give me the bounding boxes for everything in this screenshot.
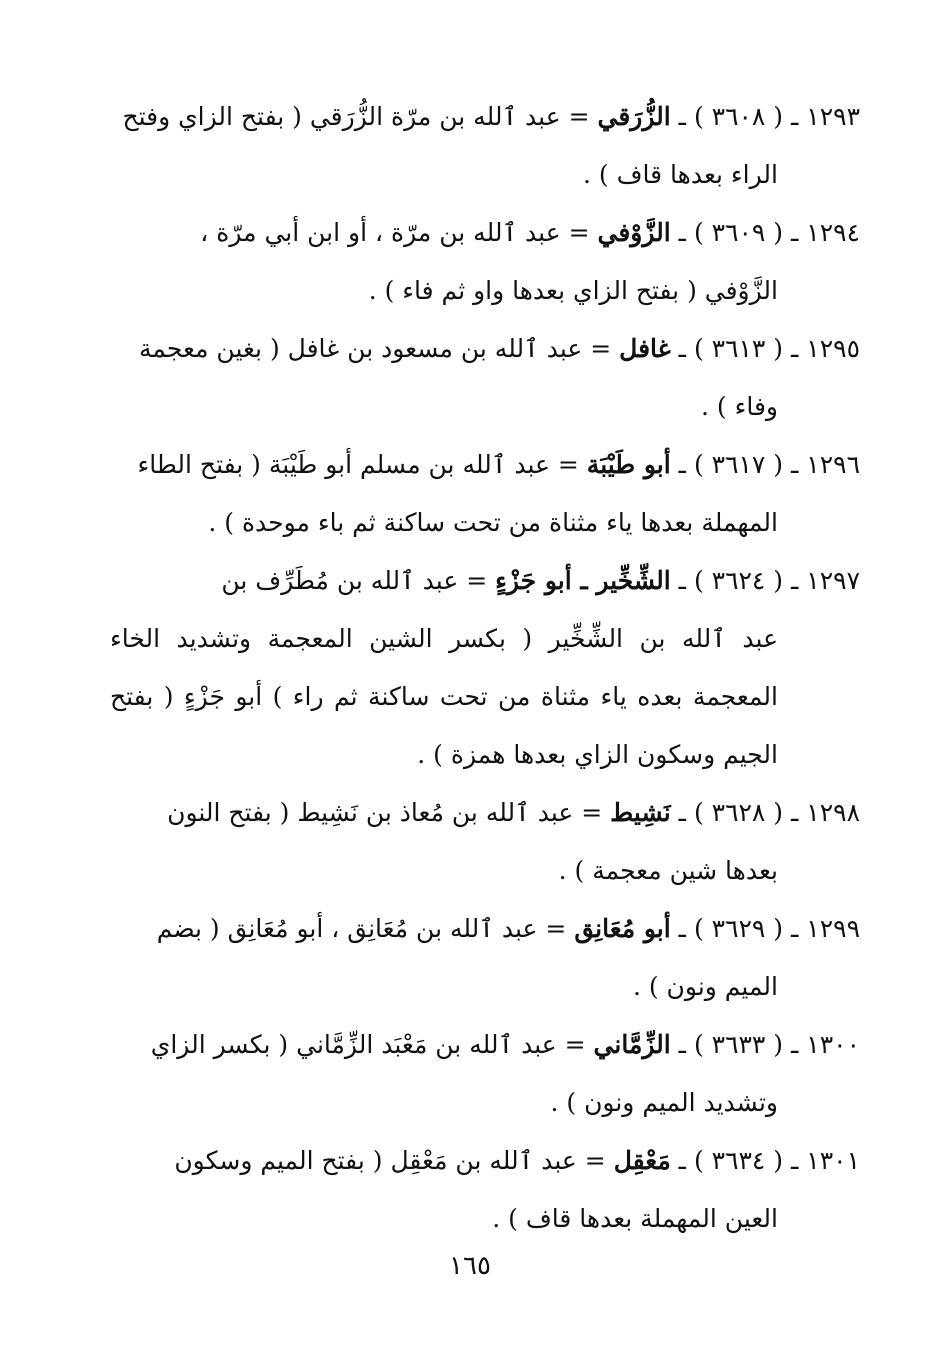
entry-head: ١٢٩٣ ـ ( ٣٦٠٨ ) ـ الزُّرَقي = عبد ٱلله بن مرّة الزُّرَقي ( بفتح الزاي وفتح — [122, 102, 860, 131]
entry-1299 — [110, 900, 860, 1016]
entry-reference: ( ٣٦٣٤ ) — [693, 1146, 784, 1175]
entry-1295 — [110, 320, 860, 436]
entry-continuation: وتشديد الميم ونون ) . — [550, 1088, 778, 1117]
entry-text: = عبد ٱلله بن مُعاذ بن نَشِيط ( بفتح النون — [167, 798, 603, 827]
entry-reference: ( ٣٦٢٩ ) — [693, 914, 784, 943]
entry-name: الزُّرَقي — [597, 102, 671, 131]
entry-reference: ( ٣٦٣٣ ) — [693, 1030, 784, 1059]
entry-name: الشِّخِّير ـ أبو جَزْءٍ — [495, 566, 671, 595]
entry-continuation: بعدها شين معجمة ) . — [558, 856, 778, 885]
entry-head: ١٢٩٩ ـ ( ٣٦٢٩ ) ـ أبو مُعَانِق = عبد ٱلله بن مُعَانِق ، أبو مُعَانِق ( بضم — [156, 914, 860, 943]
entry-name: الزَّوْفي — [597, 218, 671, 247]
entry-1293 — [110, 88, 860, 204]
entry-text: = عبد ٱلله بن مَعْقِل ( بفتح الميم وسكون — [174, 1146, 606, 1175]
entry-reference: ( ٣٦١٣ ) — [693, 334, 784, 363]
entry-number: ١٢٩٧ — [806, 566, 860, 595]
entry-continuation: الراء بعدها قاف ) . — [583, 160, 778, 189]
entry-head: ١٢٩٧ ـ ( ٣٦٢٤ ) ـ الشِّخِّير ـ أبو جَزْءٍ = عبد ٱلله بن مُطَرِّف بن — [221, 566, 860, 595]
entry-text: = عبد ٱلله بن مرّة ، أو ابن أبي مرّة ، — [200, 218, 590, 247]
entry-1301 — [110, 1132, 860, 1248]
entry-number: ١٣٠٠ — [806, 1030, 860, 1059]
entry-text: = عبد ٱلله بن مُعَانِق ، أبو مُعَانِق ( بضم — [156, 914, 567, 943]
entry-continuation: الزَّوْفي ( بفتح الزاي بعدها واو ثم فاء ) . — [368, 276, 778, 305]
entry-head: ١٣٠٠ ـ ( ٣٦٣٣ ) ـ الزِّمَّاني = عبد ٱلله بن مَعْبَد الزِّمَّاني ( بكسر الزاي — [150, 1030, 860, 1059]
entry-reference: ( ٣٦٠٨ ) — [693, 102, 784, 131]
entry-1294 — [110, 204, 860, 320]
entry-continuation: المهملة بعدها ياء مثناة من تحت ساكنة ثم باء موحدة ) . — [208, 508, 778, 537]
entry-1297 — [110, 552, 860, 784]
entry-name: الزِّمَّاني — [593, 1030, 671, 1059]
entry-number: ١٣٠١ — [806, 1146, 860, 1175]
entry-text: = عبد ٱلله بن مَعْبَد الزِّمَّاني ( بكسر الزاي — [150, 1030, 586, 1059]
entry-name: أبو طَيْبَة — [586, 450, 671, 479]
entry-text: = عبد ٱلله بن مسلم أبو طَيْبَة ( بفتح الطاء — [137, 450, 579, 479]
entry-1296 — [110, 436, 860, 552]
entry-continuation: الميم ونون ) . — [632, 972, 778, 1001]
entry-number: ١٢٩٣ — [806, 102, 860, 131]
entry-head: ١٢٩٨ ـ ( ٣٦٢٨ ) ـ نَشِيط = عبد ٱلله بن مُعاذ بن نَشِيط ( بفتح النون — [167, 798, 860, 827]
entry-name: غافل — [619, 334, 671, 363]
entry-name: نَشِيط — [610, 798, 671, 827]
entry-reference: ( ٣٦١٧ ) — [693, 450, 784, 479]
entry-head: ١٢٩٤ ـ ( ٣٦٠٩ ) ـ الزَّوْفي = عبد ٱلله بن مرّة ، أو ابن أبي مرّة ، — [200, 218, 860, 247]
entry-number: ١٢٩٤ — [806, 218, 860, 247]
entry-continuation: العين المهملة بعدها قاف ) . — [492, 1204, 778, 1233]
entry-number: ١٢٩٨ — [806, 798, 860, 827]
entry-name: أبو مُعَانِق — [574, 914, 671, 943]
entry-number: ١٢٩٩ — [806, 914, 860, 943]
entry-number: ١٢٩٦ — [806, 450, 860, 479]
entry-reference: ( ٣٦٠٩ ) — [693, 218, 784, 247]
entry-name: مَعْقِل — [613, 1146, 671, 1175]
entry-reference: ( ٣٦٢٤ ) — [693, 566, 784, 595]
entry-text: = عبد ٱلله بن مُطَرِّف بن — [221, 566, 488, 595]
entry-head: ١٢٩٦ ـ ( ٣٦١٧ ) ـ أبو طَيْبَة = عبد ٱلله بن مسلم أبو طَيْبَة ( بفتح الطاء — [137, 450, 860, 479]
entry-1300 — [110, 1016, 860, 1132]
entry-1298 — [110, 784, 860, 900]
page-number: ١٦٥ — [449, 1251, 491, 1281]
entry-reference: ( ٣٦٢٨ ) — [693, 798, 784, 827]
entry-text: = عبد ٱلله بن مرّة الزُّرَقي ( بفتح الزاي وفتح — [122, 102, 590, 131]
entry-head: ١٢٩٥ ـ ( ٣٦١٣ ) ـ غافل = عبد ٱلله بن مسعود بن غافل ( بغين معجمة — [139, 334, 860, 363]
entry-head: ١٣٠١ ـ ( ٣٦٣٤ ) ـ مَعْقِل = عبد ٱلله بن مَعْقِل ( بفتح الميم وسكون — [174, 1146, 860, 1175]
entry-list — [110, 88, 860, 1248]
entry-continuation: وفاء ) . — [701, 392, 778, 421]
entry-continuation: عبد ٱلله بن الشِّخِّير ( بكسر الشين المعجمة وتشديد الخاء المعجمة بعده ياء مثناة من تحت ساكنة ثم راء ) أبو جَزْءٍ ( بفتح الجيم وسكون الزاي بعدها همزة ) . — [110, 624, 778, 769]
entry-text: = عبد ٱلله بن مسعود بن غافل ( بغين معجمة — [139, 334, 612, 363]
entry-number: ١٢٩٥ — [806, 334, 860, 363]
